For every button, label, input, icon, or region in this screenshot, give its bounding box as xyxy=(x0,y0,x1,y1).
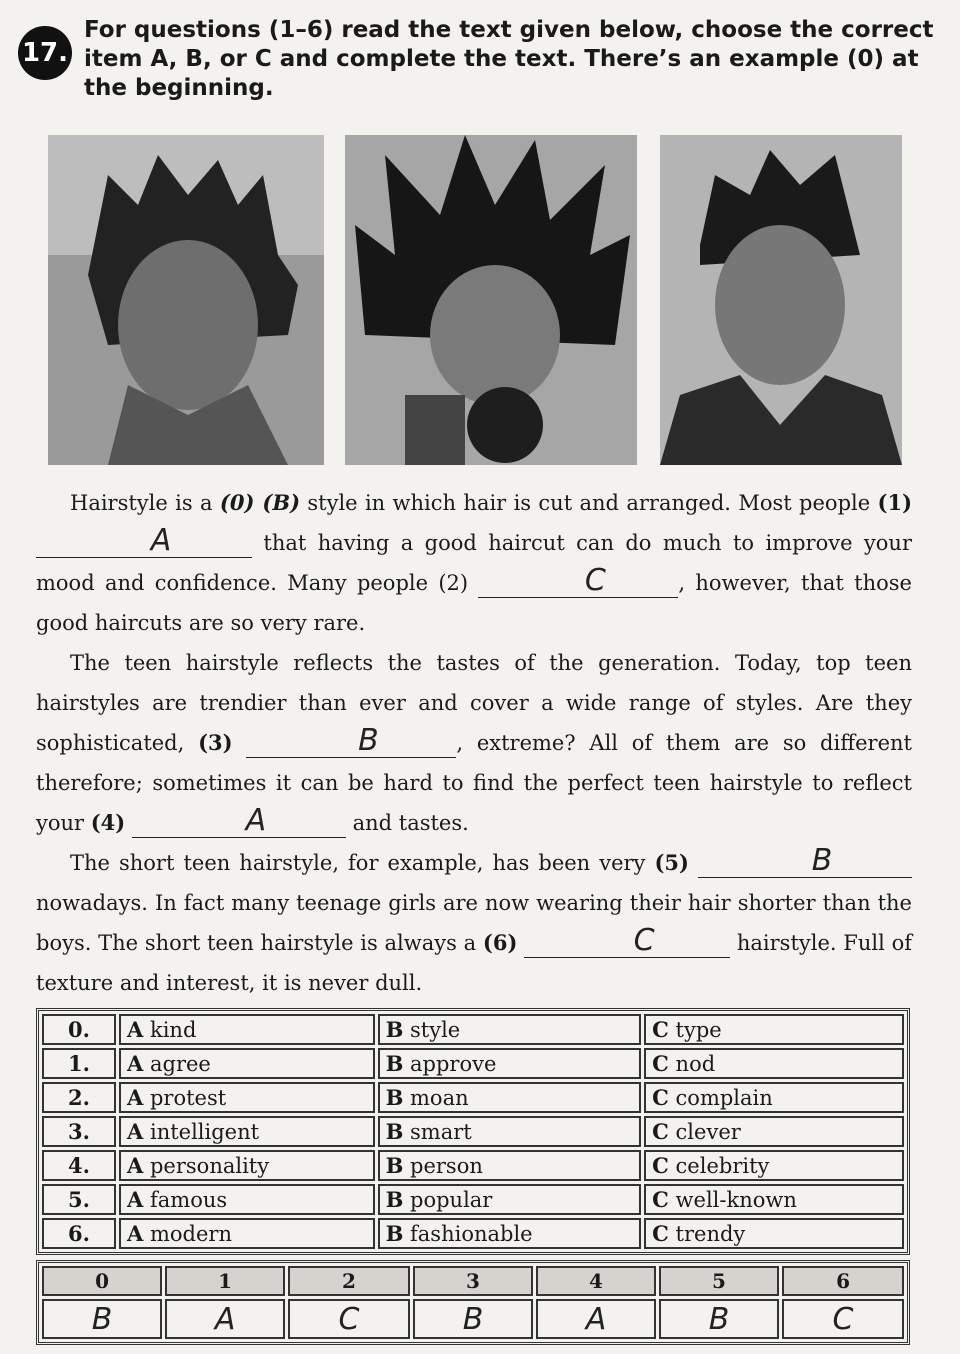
option-b[interactable]: B smart xyxy=(378,1116,642,1147)
option-b[interactable]: B approve xyxy=(378,1048,642,1079)
answer-number: 5 xyxy=(659,1266,779,1296)
option-a[interactable]: A kind xyxy=(119,1014,375,1045)
answer-number: 2 xyxy=(288,1266,410,1296)
answer-number: 3 xyxy=(413,1266,533,1296)
exercise-number-badge: 17. xyxy=(18,26,72,80)
answer-number: 0 xyxy=(42,1266,162,1296)
option-b[interactable]: B moan xyxy=(378,1082,642,1113)
option-b[interactable]: B fashionable xyxy=(378,1218,642,1249)
option-row xyxy=(42,1048,904,1079)
option-row xyxy=(42,1218,904,1249)
option-c[interactable]: C type xyxy=(644,1014,904,1045)
option-c[interactable]: C complain xyxy=(644,1082,904,1113)
option-b[interactable]: B style xyxy=(378,1014,642,1045)
answer-number: 4 xyxy=(536,1266,656,1296)
option-row xyxy=(42,1116,904,1147)
blank-5[interactable]: B xyxy=(698,847,912,878)
option-a[interactable]: A protest xyxy=(119,1082,375,1113)
option-number: 4. xyxy=(42,1150,116,1181)
photo-long-spiky-hair xyxy=(345,135,637,465)
blank-4[interactable]: A xyxy=(132,807,346,838)
option-row xyxy=(42,1082,904,1113)
option-a[interactable]: A modern xyxy=(119,1218,375,1249)
answer-cell[interactable]: B xyxy=(659,1299,779,1339)
blank-3[interactable]: B xyxy=(246,727,456,758)
answer-number: 1 xyxy=(165,1266,285,1296)
option-number: 0. xyxy=(42,1014,116,1045)
answer-cell[interactable]: B xyxy=(42,1299,162,1339)
answer-grid-answers xyxy=(42,1299,904,1339)
options-table xyxy=(36,1008,910,1255)
answer-number: 6 xyxy=(782,1266,904,1296)
option-a[interactable]: A famous xyxy=(119,1184,375,1215)
answer-cell[interactable]: C xyxy=(288,1299,410,1339)
option-number: 1. xyxy=(42,1048,116,1079)
answer-cell[interactable]: A xyxy=(165,1299,285,1339)
option-number: 6. xyxy=(42,1218,116,1249)
paragraph-3: The short teen hairstyle, for example, has been very (5) B nowadays. In fact many teenage girls are now wearing their hair shorter than the boys. The short teen hairstyle is always a (6) C hairstyle. Full of texture and interest, it is never dull. xyxy=(36,843,912,995)
blank-1[interactable]: A xyxy=(36,527,252,558)
answer-grid xyxy=(36,1260,910,1345)
answer-cell[interactable]: C xyxy=(782,1299,904,1339)
paragraph-1: Hairstyle is a (0) (B) style in which hair is cut and arranged. Most people (1) A that having a good haircut can do much to improve your mood and confidence. Many people (2) C , however, that those good haircuts are so very rare. xyxy=(36,490,912,635)
option-c[interactable]: C celebrity xyxy=(644,1150,904,1181)
option-c[interactable]: C well-known xyxy=(644,1184,904,1215)
option-c[interactable]: C clever xyxy=(644,1116,904,1147)
photo-tousled-hair xyxy=(660,135,902,465)
option-a[interactable]: A agree xyxy=(119,1048,375,1079)
option-number: 3. xyxy=(42,1116,116,1147)
option-a[interactable]: A intelligent xyxy=(119,1116,375,1147)
option-b[interactable]: B popular xyxy=(378,1184,642,1215)
option-row xyxy=(42,1014,904,1045)
reading-passage xyxy=(36,483,912,1003)
instruction-text: For questions (1–6) read the text given below, choose the correct item A, B, or C and complete the text. There’s an example (0) at the beginning. xyxy=(84,17,934,101)
photo-short-spiky-hair xyxy=(48,135,324,465)
option-c[interactable]: C nod xyxy=(644,1048,904,1079)
blank-6[interactable]: C xyxy=(524,927,730,958)
option-row xyxy=(42,1150,904,1181)
paragraph-2: The teen hairstyle reflects the tastes of the generation. Today, top teen hairstyles are trendier than ever and cover a wide range of styles. Are they sophisticated, (3) B , extreme? All of them are so different therefore; sometimes it can be hard to find the perfect teen hairstyle to reflect your (4) A and tastes. xyxy=(36,651,912,838)
answer-cell[interactable]: A xyxy=(536,1299,656,1339)
option-c[interactable]: C trendy xyxy=(644,1218,904,1249)
blank-2[interactable]: C xyxy=(478,567,678,598)
option-row xyxy=(42,1184,904,1215)
answer-grid-numbers xyxy=(42,1266,904,1296)
option-a[interactable]: A personality xyxy=(119,1150,375,1181)
answer-cell[interactable]: B xyxy=(413,1299,533,1339)
option-number: 5. xyxy=(42,1184,116,1215)
option-number: 2. xyxy=(42,1082,116,1113)
option-b[interactable]: B person xyxy=(378,1150,642,1181)
